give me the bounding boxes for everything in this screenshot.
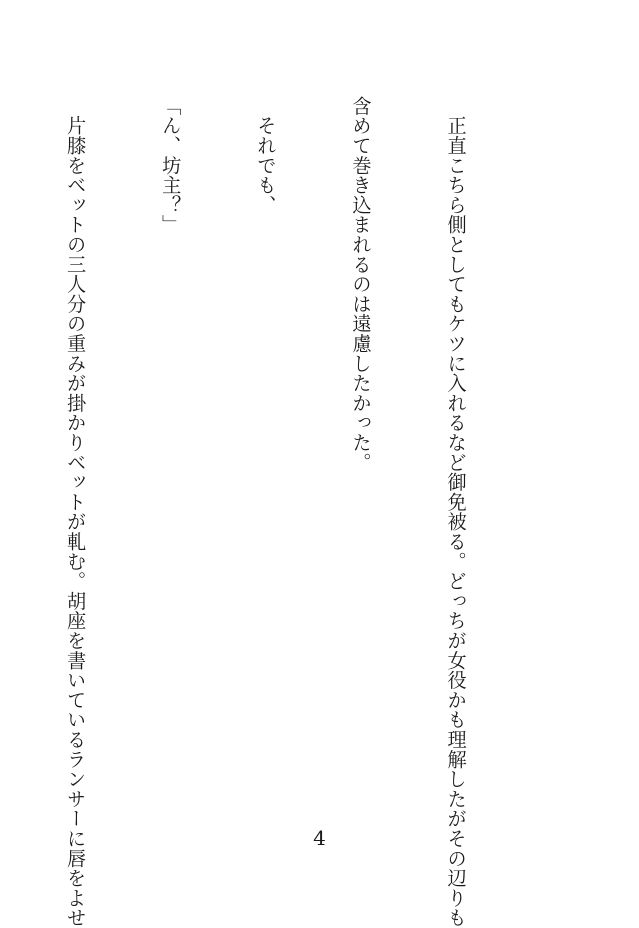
page-number: 4 [313, 826, 326, 850]
text-line: 「ん、坊主？」 [159, 96, 183, 235]
text-line: それでも、 [254, 96, 278, 215]
text-line: 片膝をベットの三人分の重みが掛かりベットが軋む。胡座を書いているランサーに唇をよせ [64, 96, 88, 928]
vertical-text-body [0, 96, 535, 928]
text-line: 含めて巻き込まれるのは遠慮したかった。 [349, 96, 373, 473]
text-line: 正直こちら側としてもケツに入れるなど御免被る。どっちが女役かも理解したがその辺りも [444, 96, 468, 928]
